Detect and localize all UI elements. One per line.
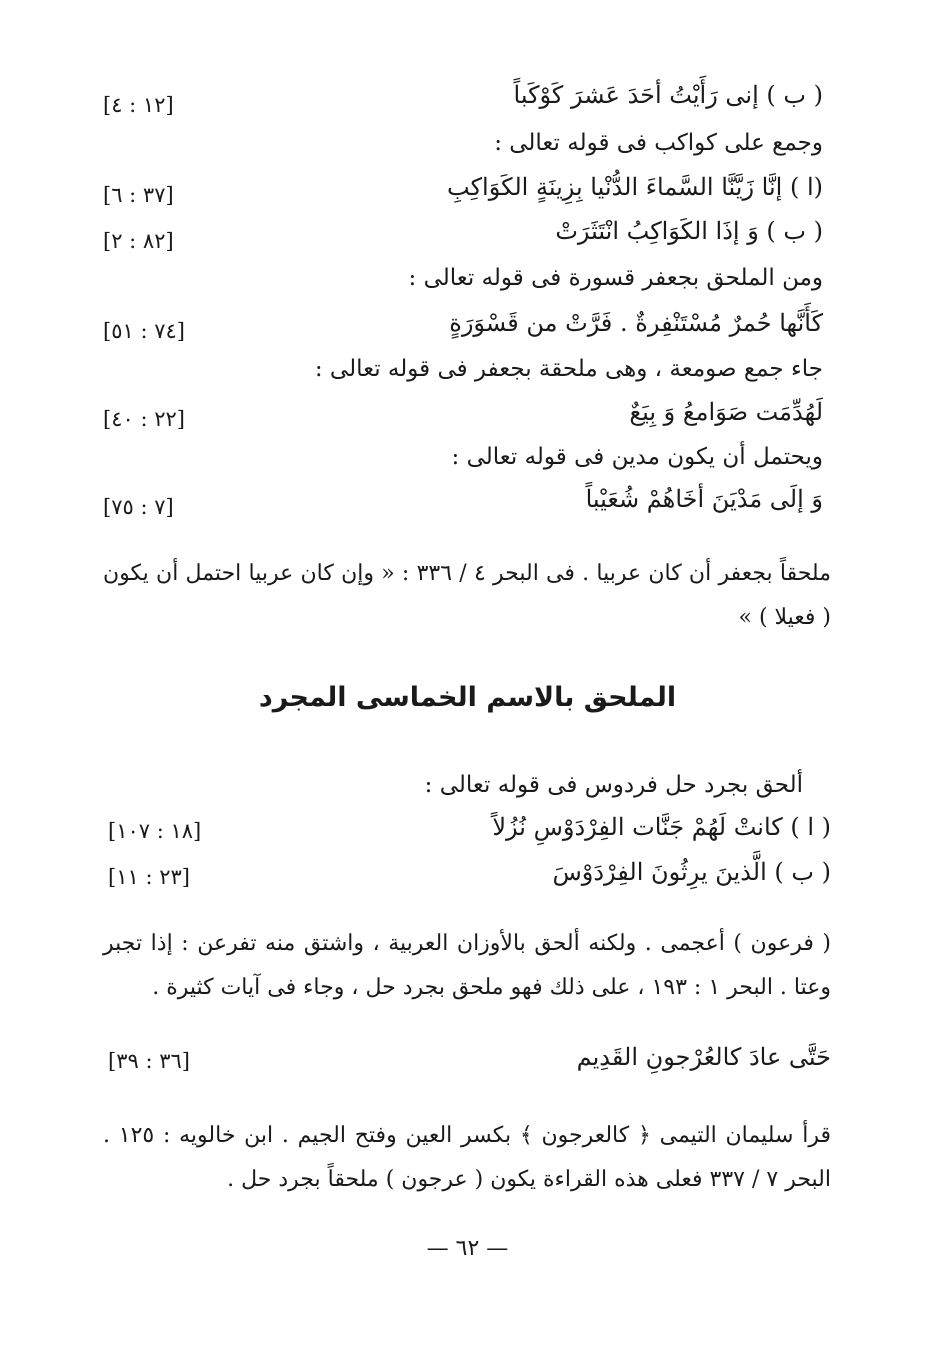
verse-line: ( ب ) إنى رَأَيْتُ أحَدَ عَشرَ كَوْكَباً: [513, 81, 823, 109]
verse-line: وَ إلَى مَدْيَنَ أخَاهُمْ شُعَيْباً: [585, 485, 823, 513]
verse-reference: [٢٢ : ٤٠]: [103, 407, 185, 431]
verse-reference: [٢٣ : ١١]: [108, 865, 190, 889]
verse-reference: [٧ : ٧٥]: [103, 495, 174, 519]
text-line: ألحق بجرد حل فردوس فى قوله تعالى :: [424, 772, 803, 798]
verse-line: لَهُدِّمَت صَوَامعُ وَ بِيَعٌ: [629, 398, 823, 426]
verse-reference: [١٨ : ١٠٧]: [108, 819, 202, 843]
section-heading: الملحق بالاسم الخماسى المجرد: [258, 682, 677, 713]
paragraph: ( فرعون ) أعجمى . ولكنه ألحق بالأوزان العربية ، واشتق منه تفرعن : إذا تجبر وعتا . البحر ١ : ١٩٣ ، على ذلك فهو ملحق بجرد حل ، وجاء فى آيات كثيرة .: [103, 931, 831, 1000]
verse-line: ( ب ) وَ إذَا الكَوَاكِبُ انْتَثَرَتْ: [555, 217, 823, 245]
verse-reference: [١٢ : ٤]: [103, 93, 174, 117]
verse-reference: [٨٢ : ٢]: [103, 229, 174, 253]
text-line: ويحتمل أن يكون مدين فى قوله تعالى :: [451, 444, 823, 470]
verse-line: ( ا ) كانتْ لَهُمْ جَنَّات الفِرْدَوْسِ نُزُلاً: [492, 813, 831, 841]
verse-line: ( ب ) الَّذينَ يرِثُونَ الفِرْدَوْسَ: [552, 858, 831, 886]
paragraph: ملحقاً بجعفر أن كان عربيا . فى البحر ٤ / ٣٣٦ : « وإن كان عربيا احتمل أن يكون ( فعيلا ) »: [103, 561, 831, 630]
page-number: — ٦٢ —: [426, 1236, 509, 1261]
text-line: ومن الملحق بجعفر قسورة فى قوله تعالى :: [408, 265, 823, 291]
verse-reference: [٧٤ : ٥١]: [103, 319, 185, 343]
verse-line: كَأَنَّها حُمرٌ مُسْتَنْفِرةٌ . فَرَّتْ من قَسْوَرَةٍ: [449, 309, 823, 337]
text-line: جاء جمع صومعة ، وهى ملحقة بجعفر فى قوله تعالى :: [314, 356, 823, 382]
text-line: وجمع على كواكب فى قوله تعالى :: [494, 130, 823, 156]
verse-reference: [٣٧ : ٦]: [103, 183, 174, 207]
verse-reference: [٣٦ : ٣٩]: [108, 1049, 190, 1073]
verse-line: (ا ) إنَّا زَيَّنَّا السَّماءَ الدُّنْيا بِزِينَةٍ الكَوَاكِبِ: [447, 173, 823, 201]
verse-line: حَتَّى عادَ كالعُرْجونِ القَدِيم: [576, 1043, 831, 1071]
paragraph: قرأ سليمان التيمى ﴿ كالعرجون ﴾ بكسر العين وفتح الجيم . ابن خالويه : ١٢٥ . البحر ٧ / ٣٣٧ فعلى هذه القراءة يكون ( عرجون ) ملحقاً بجرد حل .: [103, 1123, 831, 1192]
